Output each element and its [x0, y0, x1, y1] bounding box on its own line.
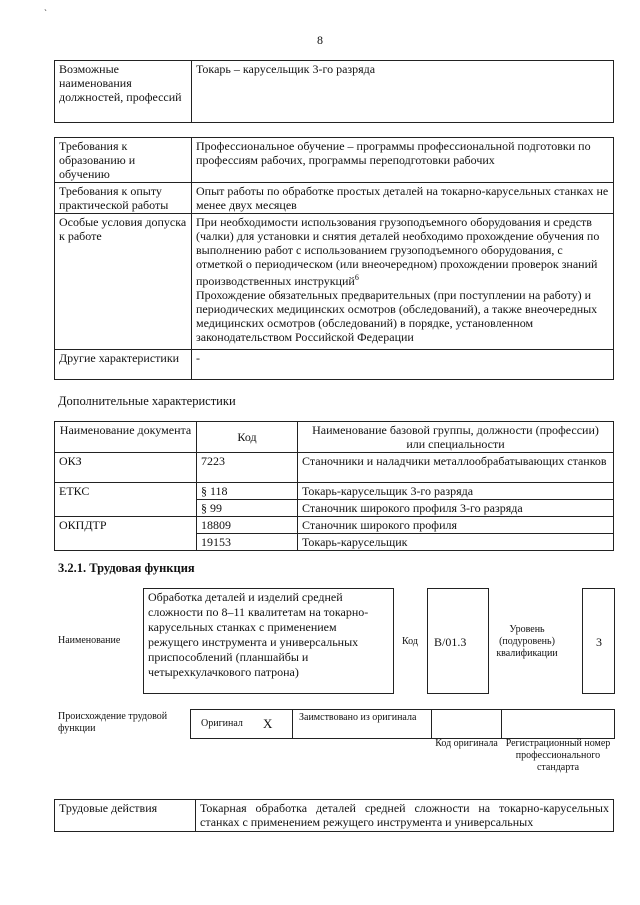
- other-label: Другие характеристики: [55, 350, 192, 380]
- original-mark: X: [263, 716, 273, 731]
- requirements-table: [54, 137, 614, 380]
- original-label: Оригинал: [201, 718, 243, 729]
- actions-label: Трудовые действия: [55, 800, 196, 832]
- row-code: 7223: [197, 453, 298, 483]
- row-doc: ОКПДТР: [55, 517, 197, 551]
- table-row: [55, 517, 614, 534]
- level-label: Уровень (подуровень) квалификации: [496, 624, 558, 659]
- row-code: § 99: [197, 500, 298, 517]
- positions-table: [54, 60, 614, 123]
- additional-title: Дополнительные характеристики: [58, 394, 236, 408]
- function-name-value: Обработка деталей и изделий средней сложности по 8–11 квалитетам на токарно-карусельных станках с применением режущего инструмента и универсальных приспособлений (планшайбы и четырехкулачкового патрона): [148, 590, 369, 679]
- code-caption: Код оригинала: [435, 738, 498, 749]
- row-doc: ОКЗ: [55, 453, 197, 483]
- borrowed-label: Заимствовано из оригинала: [299, 712, 417, 723]
- row-doc: ЕТКС: [55, 483, 197, 517]
- origin-reg-cell: [501, 709, 615, 739]
- row-name: Станочник широкого профиля 3-го разряда: [298, 500, 614, 517]
- function-name-box: [143, 588, 394, 694]
- education-label: Требования к образованию и обучению: [55, 138, 192, 183]
- special-conditions-value: [192, 214, 614, 350]
- additional-table: [54, 421, 614, 551]
- origin-code-cell: [431, 709, 502, 739]
- row-name: Станочник широкого профиля: [298, 517, 614, 534]
- level-value: 3: [596, 635, 602, 649]
- page-number: 8: [317, 33, 323, 47]
- table-row: [55, 453, 614, 483]
- origin-original-cell: [190, 709, 293, 739]
- positions-value: Токарь – карусельщик 3-го разряда: [192, 61, 614, 123]
- row-code: 18809: [197, 517, 298, 534]
- other-value: -: [192, 350, 614, 380]
- header-code: Код: [197, 422, 298, 453]
- function-code-label: Код: [402, 636, 418, 647]
- experience-label: Требования к опыту практической работы: [55, 183, 192, 214]
- special-conditions-p2: Прохождение обязательных предварительных (при поступлении на работу) и периодических медицинских осмотров (обследований), а также внеочередных медицинских осмотров (обследований) в порядке, установленном законодательством Российской Федерации: [196, 288, 598, 344]
- row-code: § 118: [197, 483, 298, 500]
- function-code-value: B/01.3: [434, 635, 467, 649]
- row-name: Токарь-карусельщик 3-го разряда: [298, 483, 614, 500]
- actions-table: [54, 799, 614, 832]
- corner-mark: `: [44, 8, 47, 18]
- education-value: Профессиональное обучение – программы профессиональной подготовки по профессиям рабочих, программы переподготовки рабочих: [192, 138, 614, 183]
- function-name-label: Наименование: [58, 635, 121, 646]
- origin-borrowed-cell: [292, 709, 432, 739]
- positions-label: Возможные наименования должностей, профессий: [55, 61, 192, 123]
- experience-value: Опыт работы по обработке простых деталей на токарно-карусельных станках не менее двух месяцев: [192, 183, 614, 214]
- footnote-mark: 6: [354, 273, 359, 282]
- special-conditions-p1: При необходимости использования грузоподъемного оборудования и средств (чалки) для установки и снятия деталей необходимо прохождение обучения по выполнению работ с использованием грузоподъемного оборудования, с отметкой о периодическом (или внеочередном) прохождении проверок знаний производственных инструкций: [196, 215, 600, 288]
- function-code-box: [427, 588, 489, 694]
- row-name: Токарь-карусельщик: [298, 534, 614, 551]
- actions-value: Токарная обработка деталей средней сложности на токарно-карусельных станках с применением режущего инструмента и универсальных: [196, 800, 614, 832]
- row-name: Станочники и наладчики металлообрабатывающих станков: [298, 453, 614, 483]
- level-box: [582, 588, 615, 694]
- header-name: Наименование базовой группы, должности (профессии) или специальности: [298, 422, 614, 453]
- function-title: 3.2.1. Трудовая функция: [58, 561, 195, 575]
- special-conditions-label: Особые условия допуска к работе: [55, 214, 192, 350]
- row-code: 19153: [197, 534, 298, 551]
- origin-label: Происхождение трудовой функции: [58, 711, 168, 734]
- header-document: Наименование документа: [55, 422, 197, 453]
- table-row: [55, 483, 614, 500]
- reg-caption: Регистрационный номер профессионального стандарта: [505, 738, 611, 773]
